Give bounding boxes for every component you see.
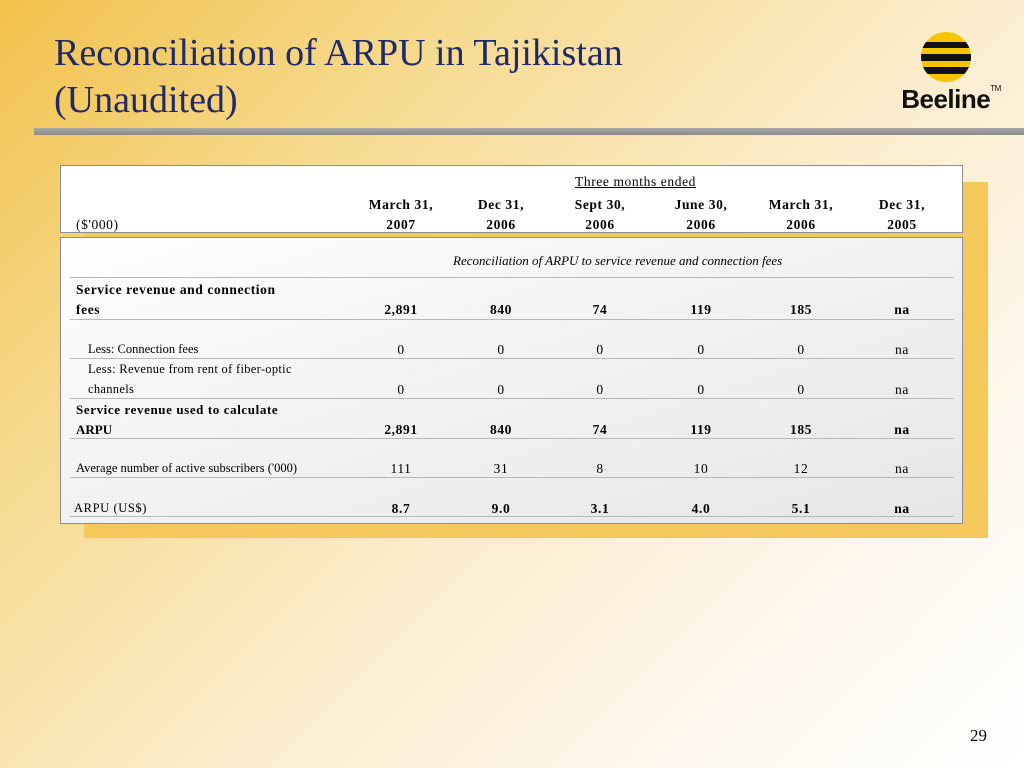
row-1-value-5: 185 (789, 302, 813, 317)
row-4-value-1: 2,891 (384, 422, 418, 437)
row-5-value-1: 111 (390, 461, 412, 476)
title-line-2: (Unaudited) (54, 79, 238, 121)
title-line-1: Reconciliation of ARPU in Tajikistan (54, 32, 623, 74)
section-caption: Reconciliation of ARPU to service revenue and connection fees (453, 253, 783, 268)
row-1-value-6: na (894, 302, 910, 317)
row-5-value-3: 8 (596, 461, 604, 476)
row-divider (70, 398, 954, 399)
title-divider (34, 128, 1024, 135)
row-6-label: ARPU (US$) (74, 501, 148, 515)
row-1-value-1: 2,891 (384, 302, 418, 317)
col-header-3-line1: Sept 30, (574, 197, 626, 212)
row-2-value-4: 0 (697, 342, 705, 357)
row-1-label-line1: Service revenue and connection (76, 282, 276, 297)
row-5-label: Average number of active subscribers ('000) (76, 461, 298, 475)
row-2-value-3: 0 (596, 342, 604, 357)
row-4-value-2: 840 (489, 422, 513, 437)
page-number: 29 (970, 726, 987, 745)
row-5-value-6: na (895, 461, 909, 476)
col-header-1-line2: 2007 (386, 217, 416, 232)
row-divider (70, 477, 954, 478)
row-4-value-4: 119 (690, 422, 712, 437)
logo-wordmark (896, 84, 1006, 115)
group-header: Three months ended (575, 174, 697, 189)
bee-stripes-icon (896, 30, 1006, 86)
col-header-2-line1: Dec 31, (477, 197, 525, 212)
row-3-value-4: 0 (697, 382, 705, 397)
row-divider (70, 358, 954, 359)
beeline-logo (896, 30, 1006, 116)
row-4-value-3: 74 (592, 422, 608, 437)
row-2-value-2: 0 (497, 342, 505, 357)
row-2-value-1: 0 (397, 342, 405, 357)
col-header-4-line2: 2006 (686, 217, 716, 232)
row-6-value-3: 3.1 (590, 501, 610, 516)
row-6-value-4: 4.0 (691, 501, 711, 516)
row-5-value-5: 12 (793, 461, 809, 476)
row-4-value-5: 185 (789, 422, 813, 437)
row-3-value-1: 0 (397, 382, 405, 397)
col-header-5-line1: March 31, (768, 197, 834, 212)
col-header-2-line2: 2006 (486, 217, 516, 232)
row-divider (70, 319, 954, 320)
row-2-value-5: 0 (797, 342, 805, 357)
row-4-label-line1: Service revenue used to calculate (76, 402, 279, 417)
row-3-value-3: 0 (596, 382, 604, 397)
row-1-label-line2: fees (76, 302, 101, 317)
row-5-value-4: 10 (693, 461, 709, 476)
row-2-label: Less: Connection fees (88, 342, 199, 356)
row-divider (70, 516, 954, 517)
row-3-label-line1: Less: Revenue from rent of fiber-optic (88, 362, 292, 376)
row-6-value-2: 9.0 (491, 501, 511, 516)
row-1-value-2: 840 (489, 302, 513, 317)
col-header-6-line2: 2005 (887, 217, 917, 232)
row-6-value-1: 8.7 (391, 501, 411, 516)
row-1-value-3: 74 (592, 302, 608, 317)
row-4-label-line2: ARPU (76, 422, 113, 437)
col-header-6-line1: Dec 31, (878, 197, 926, 212)
row-3-label-line2: channels (88, 382, 135, 396)
logo-trademark: TM (990, 84, 1001, 93)
col-header-5-line2: 2006 (786, 217, 816, 232)
col-header-3-line2: 2006 (585, 217, 615, 232)
col-header-1-line1: March 31, (368, 197, 434, 212)
row-3-value-6: na (895, 382, 909, 397)
table-body (60, 237, 963, 524)
unit-label: ($'000) (76, 217, 119, 232)
row-3-value-5: 0 (797, 382, 805, 397)
row-6-value-6: na (894, 501, 910, 516)
col-header-4-line1: June 30, (674, 197, 728, 212)
row-6-value-5: 5.1 (791, 501, 811, 516)
row-divider (70, 438, 954, 439)
row-divider (70, 277, 954, 278)
row-1-value-4: 119 (690, 302, 712, 317)
slide-title (54, 30, 814, 124)
row-5-value-2: 31 (493, 461, 509, 476)
logo-text: Beeline (901, 84, 991, 114)
row-3-value-2: 0 (497, 382, 505, 397)
row-2-value-6: na (895, 342, 909, 357)
row-4-value-6: na (894, 422, 910, 437)
